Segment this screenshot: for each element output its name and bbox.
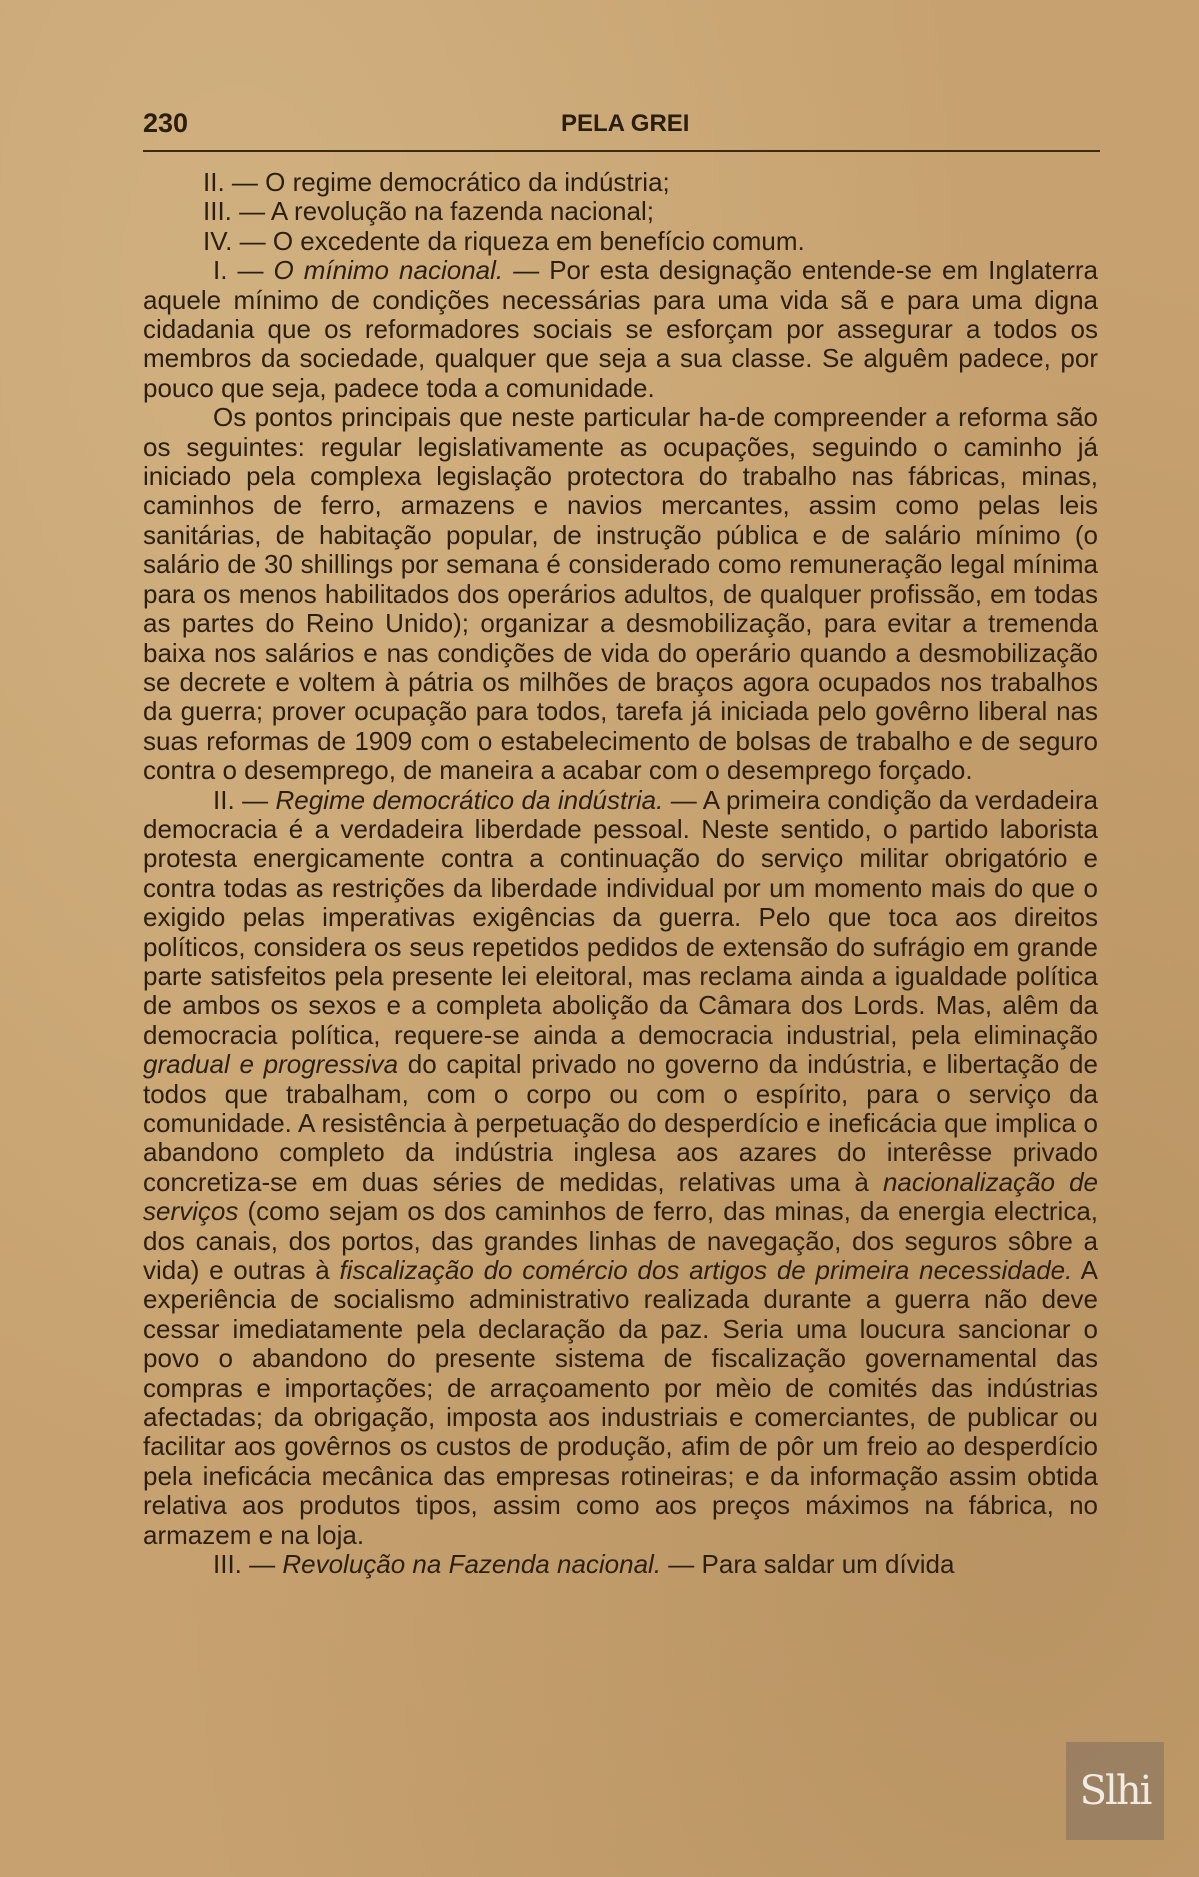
list-item-number: II. bbox=[203, 167, 225, 197]
list-item-text: O regime democrático da indústria; bbox=[265, 167, 670, 197]
italic-phrase: nacionalização de serviços bbox=[143, 1166, 1098, 1227]
paragraph-text: do capital privado no governo da indústria, e libertação de todos que trabalham, com o corpo ou com o espírito, para o serviço da comunidade. A resistência à perpetuação do desperdício e ineficácia que implica o abandono completo da indústria inglesa aos azares do interêsse privado concretiza-se em duas séries de medidas, relativas uma à bbox=[143, 1049, 1098, 1197]
italic-phrase: fiscalização do comércio dos artigos de primeira necessidade. bbox=[339, 1255, 1073, 1286]
page-body bbox=[143, 168, 1098, 1580]
paragraph-regime-democratico: II. — Regime democrático da indústria. — A primeira condição da verdadeira democracia é a verdadeira liberdade pessoal. Neste sentido, o partido laborista protesta energicamente contra a continuação do serviço militar obrigatório e contra todas as restrições da liberdade individual por um momento mais do que o exigido pelas imperativas exigências da guerra. Pelo que toca aos direitos políticos, considera os seus repetidos pedidos de extensão do sufrágio em grande parte satisfeitos pela presente lei eleitoral, mas reclama ainda a igualdade política de ambos os sexos e a completa abolição da Câmara dos Lords. Mas, alêm da democracia política, requere-se ainda a democracia industrial, pela eliminação gradual e progressiva do capital privado no governo da indústria, e libertação de todos que trabalham, com o corpo ou com o espírito, para o serviço da comunidade. A resistência à perpetuação do desperdício e ineficácia que implica o abandono completo da indústria inglesa aos azares do interêsse privado concretiza-se em duas séries de medidas, relativas uma à nacionalização de serviços (como sejam os dos caminhos de ferro, das minas, da energia electrica, dos canais, dos portos, das grandes linhas de navegação, dos seguros sôbre a vida) e outras à fiscalização do comércio dos artigos de primeira necessidade. A experiência de socialismo administrativo realizada durante a guerra não deve cessar imediatamente pela declaração da paz. Seria uma loucura sancionar o povo o abandono do presente sistema de fiscalização governamental das compras e importações; de arraçoamento por mèio de comités das indústrias afectadas; da obrigação, imposta aos industriais e comerciantes, de publicar ou facilitar aos govêrnos os custos de produção, afim de pôr um freio ao desperdício pela ineficácia mecânica das empresas rotineiras; e da informação assim obtida relativa aos produtos tipos, assim como aos preços máximos na fábrica, no armazem e na loja. bbox=[143, 784, 1099, 1550]
paragraph-text: (como sejam os dos caminhos de ferro, das minas, da energia electrica, dos canais, dos portos, das grandes linhas de navegação, dos seguros sôbre a vida) e outras à bbox=[143, 1196, 1098, 1286]
header-rule bbox=[143, 150, 1100, 152]
list-item-text: A revolução na fazenda nacional; bbox=[270, 196, 654, 227]
list-item: II. — O regime democrático da indústria; bbox=[203, 167, 670, 197]
paragraph-text: A primeira condição da verdadeira democracia é a verdadeira liberdade pessoal. Neste sentido, o partido laborista protesta energicamente contra a continuação do serviço militar obrigatório e contra todas as restrições da liberdade individual por um momento mais do que o exigido pelas imperativas exigências da guerra. Pelo que toca aos direitos políticos, considera os seus repetidos pedidos de extensão do sufrágio em grande parte satisfeitos pela presente lei eleitoral, mas reclama ainda a igualdade política de ambos os sexos e a completa abolição da Câmara dos Lords. Mas, alêm da democracia política, requere-se ainda a democracia industrial, pela eliminação bbox=[143, 784, 1099, 1050]
paragraph-minimo-nacional: I. — O mínimo nacional. — Por esta designação entende-se em Inglaterra aquele mínimo de condições necessárias para uma vida sã e para uma digna cidadania que os reformadores sociais se esforçam por assegurar a todos os membros da sociedade, qualquer que seja a sua classe. Se alguêm padece, por pouco que seja, padece toda a comunidade. bbox=[143, 255, 1098, 403]
running-head: PELA GREI bbox=[561, 110, 690, 137]
paragraph-text: Para saldar um dívida bbox=[701, 1549, 955, 1580]
page-header bbox=[143, 108, 1100, 148]
paragraph-text: A experiência de socialismo administrativo realizada durante a guerra não deve cessar imediatamente pela declaração da paz. Seria uma loucura sancionar o povo o abandono do presente sistema de fiscalização governamental das compras e importações; de arraçoamento por mèio de comités das indústrias afectadas; da obrigação, imposta aos industriais e comerciantes, de publicar ou facilitar aos govêrnos os custos de produção, afim de pôr um freio ao desperdício pela ineficácia mecânica das empresas rotineiras; e da informação assim obtida relativa aos produtos tipos, assim como aos preços máximos na fábrica, no armazem e na loja. bbox=[143, 1255, 1098, 1550]
paragraph-pontos-principais bbox=[143, 403, 1098, 785]
page-number: 230 bbox=[143, 108, 189, 138]
paragraph-text: Por esta designação entende-se em Inglaterra aquele mínimo de condições necessárias para uma vida sã e para uma digna cidadania que os reformadores sociais se esforçam por assegurar a todos os membros da sociedade, qualquer que seja a sua classe. Se alguêm padece, por pouco que seja, padece toda a comunidade. bbox=[143, 255, 1098, 403]
list-item-text: O excedente da riqueza em benefício comum. bbox=[272, 225, 805, 256]
watermark-text: Slhi bbox=[1079, 1768, 1151, 1814]
section-number: I. bbox=[213, 255, 228, 286]
section-title: O mínimo nacional. bbox=[273, 255, 504, 286]
list-item: III. — A revolução na fazenda nacional; bbox=[203, 196, 654, 227]
paragraph-revolucao-fazenda: III. — Revolução na Fazenda nacional. — Para saldar um dívida bbox=[213, 1549, 955, 1580]
section-title: Regime democrático da indústria. bbox=[275, 784, 664, 815]
section-number: III. bbox=[213, 1549, 242, 1580]
section-title: Revolução na Fazenda nacional. bbox=[282, 1549, 662, 1580]
library-watermark-logo bbox=[1066, 1742, 1164, 1840]
paragraph-text: Os pontos principais que neste particular ha-de compreender a reforma são os seguintes: regular legislativamente as ocupações, seguindo o caminho já iniciado pela complexa legislação protectora do trabalho nas fábricas, minas, caminhos de ferro, armazens e navios mercantes, assim como pelas leis sanitárias, de habitação popular, de instrução pública e de salário mínimo (o salário de 30 shillings por semana é considerado como remuneração legal mínima para os menos habilitados dos operários adultos, de qualquer profissão, em todas as partes do Reino Unido); organizar a desmobilização, para evitar a tremenda baixa nos salários e nas condições de vida do operário quando a desmobilização se decrete e voltem à pátria os milhões de braços agora ocupados nos trabalhos da guerra; prover ocupação para todos, tarefa já iniciada pelo govêrno liberal nas suas reformas de 1909 com o estabelecimento de bolsas de trabalho e de seguro contra o desemprego, de maneira a acabar com o desemprego forçado. bbox=[143, 402, 1098, 786]
italic-phrase: gradual e progressiva bbox=[143, 1049, 399, 1080]
section-number: II. bbox=[213, 784, 235, 815]
list-item-number: III. bbox=[203, 196, 232, 227]
list-item-number: IV. bbox=[203, 225, 233, 256]
list-item: IV. — O excedente da riqueza em benefício comum. bbox=[203, 225, 805, 256]
